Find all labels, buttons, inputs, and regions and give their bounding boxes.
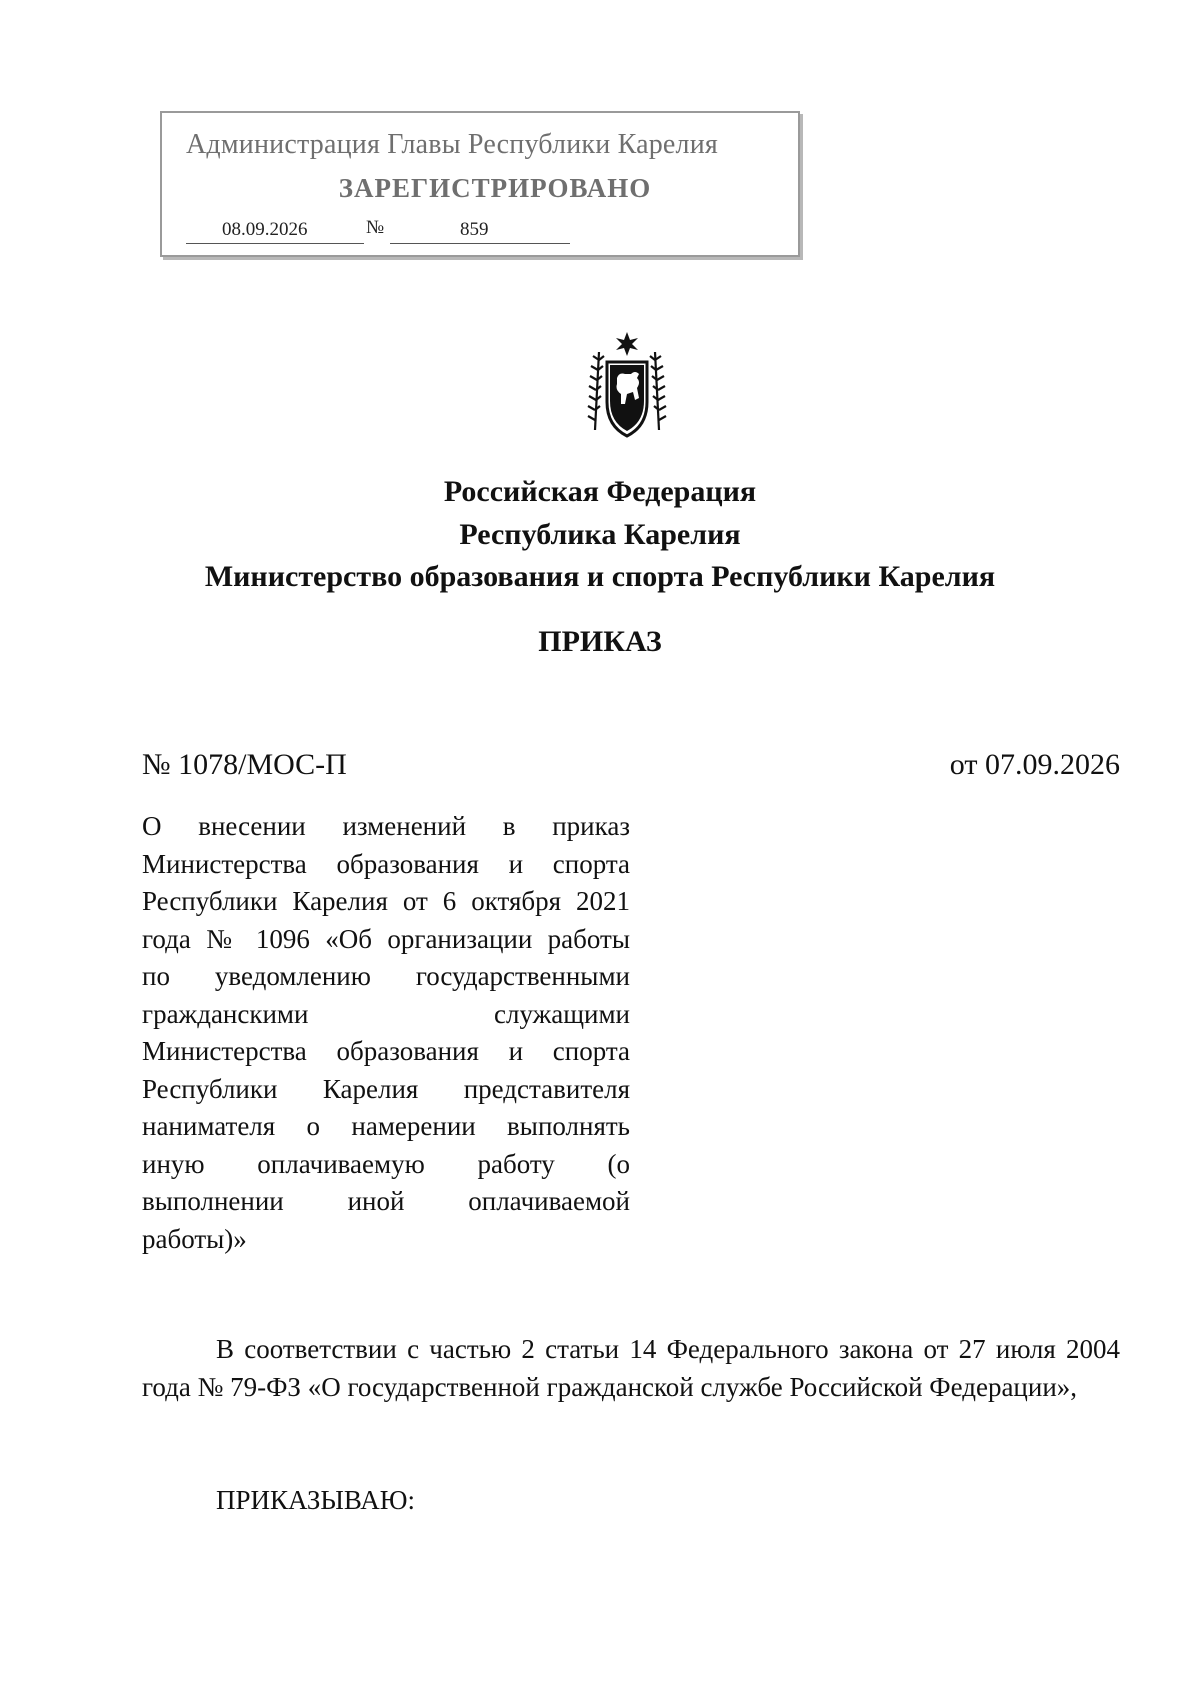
subject-line: О внесении изменений в приказ <box>142 811 630 841</box>
coat-of-arms-icon <box>585 330 669 440</box>
registration-stamp <box>160 111 800 257</box>
order-directive: ПРИКАЗЫВАЮ: <box>216 1485 415 1515</box>
stamp-number-field <box>390 217 570 244</box>
republic-title: Республика Карелия <box>459 518 741 551</box>
preamble-paragraph: В соответствии с частью 2 статьи 14 Федерального закона от 27 июля 2004 года № 79-ФЗ «О государственной гражданской службе Российской Федерации», <box>142 1334 1120 1402</box>
subject-line: Министерства образования и спорта <box>142 848 630 879</box>
subject-line: года № 1096 «Об организации работы <box>142 923 630 954</box>
order-subject <box>142 808 630 1258</box>
subject-line: Республики Карелия представителя <box>142 1073 630 1104</box>
subject-line: по уведомлению государственными <box>142 961 630 991</box>
stamp-number: 859 <box>460 219 489 240</box>
order-number: № 1078/МОС-П <box>142 748 347 781</box>
subject-line: выполнении иной оплачиваемой <box>142 1186 630 1216</box>
stamp-date-field <box>186 217 364 244</box>
ministry-title: Министерство образования и спорта Республики Карелия <box>204 560 996 593</box>
stamp-number-label: № <box>366 217 385 238</box>
country-title: Российская Федерация <box>443 475 757 508</box>
order-date: от 07.09.2026 <box>949 748 1120 781</box>
stamp-status: ЗАРЕГИСТРИРОВАНО <box>338 173 652 203</box>
stamp-organization: Администрация Главы Республики Карелия <box>186 129 718 160</box>
subject-line: гражданскими служащими <box>142 998 630 1029</box>
subject-line: нанимателя о намерении выполнять <box>142 1111 630 1141</box>
stamp-date: 08.09.2026 <box>222 219 308 240</box>
document-type: ПРИКАЗ <box>538 625 662 658</box>
subject-line: Министерства образования и спорта <box>142 1036 630 1066</box>
subject-line: работы)» <box>142 1223 247 1254</box>
subject-line: Республики Карелия от 6 октября 2021 <box>142 886 630 916</box>
subject-line: иную оплачиваемую работу (о <box>142 1148 630 1179</box>
